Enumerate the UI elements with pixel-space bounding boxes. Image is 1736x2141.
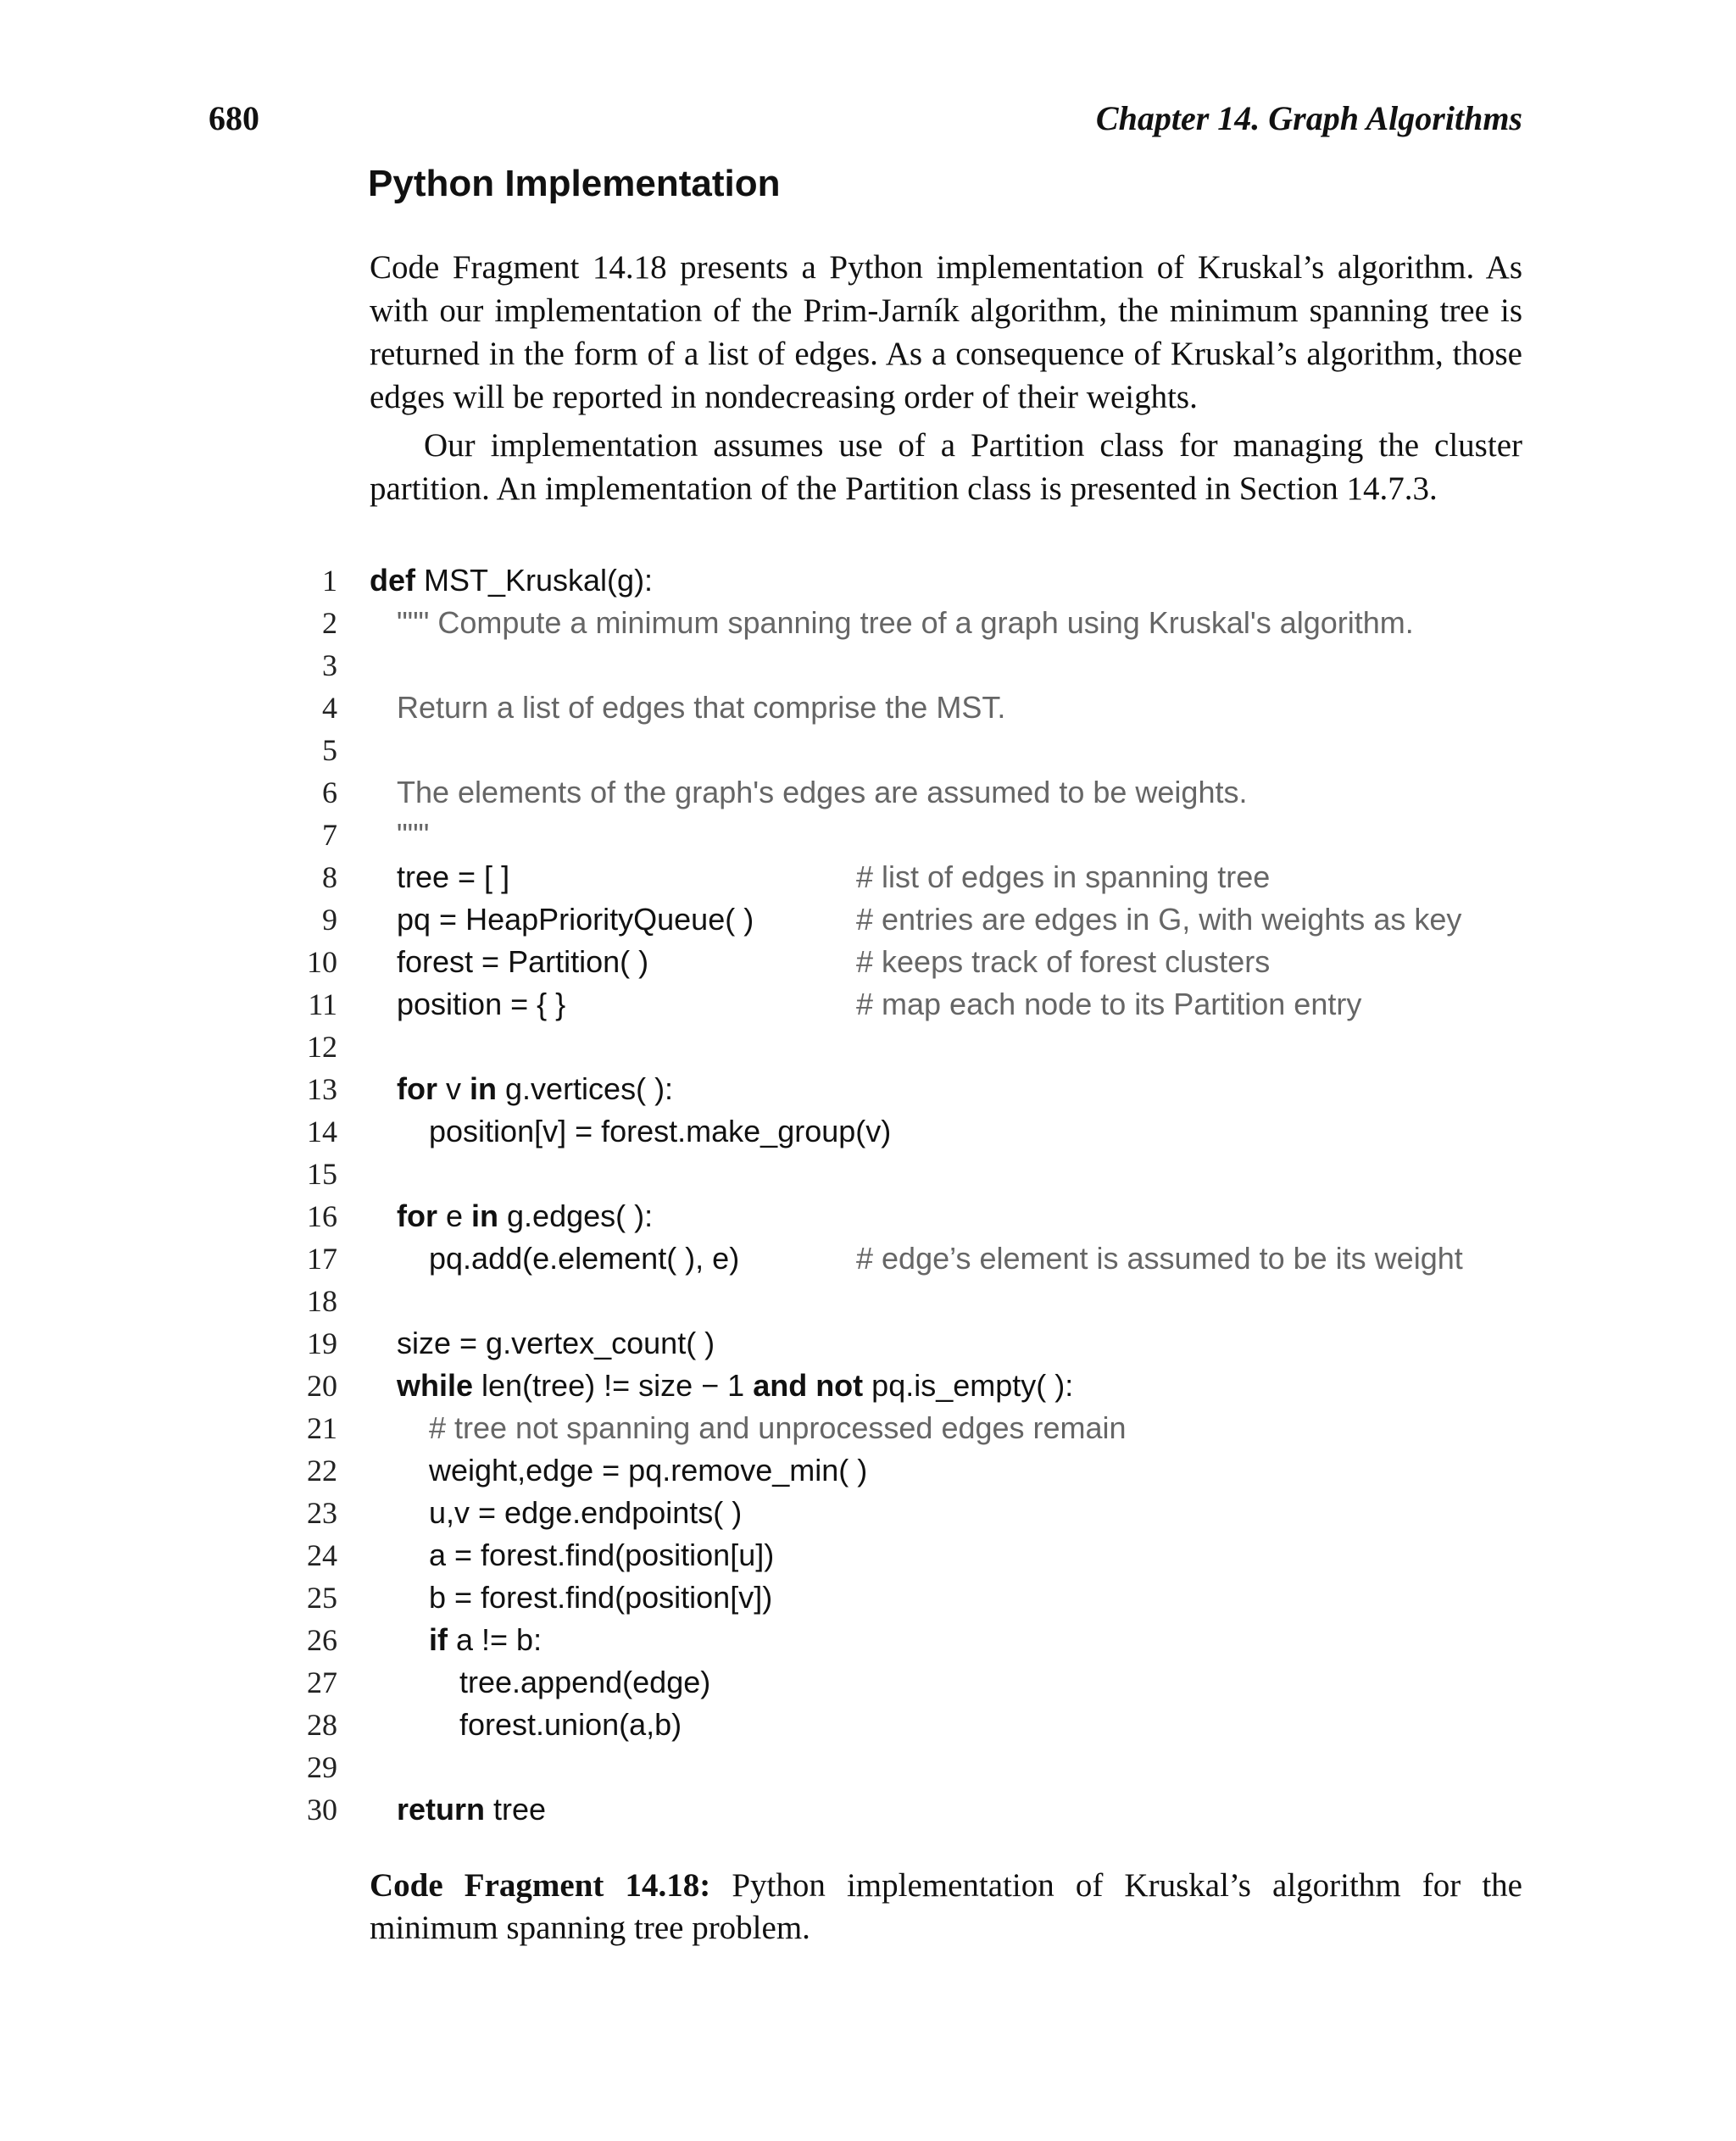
code-rest: a != b: xyxy=(448,1622,542,1657)
line-number: 4 xyxy=(322,691,337,725)
keyword: and not xyxy=(753,1368,864,1403)
line-number: 3 xyxy=(322,648,337,682)
code-line xyxy=(0,1492,1736,1534)
line-number: 13 xyxy=(307,1072,337,1106)
code-line xyxy=(0,729,1736,771)
code-line xyxy=(0,1026,1736,1068)
keyword: for xyxy=(397,1071,437,1106)
code-text: u,v = edge.endpoints( ) xyxy=(429,1495,743,1530)
code-line xyxy=(0,1577,1736,1619)
code-rest: MST_Kruskal(g): xyxy=(415,563,654,598)
code-text: position = { } xyxy=(397,987,566,1021)
code-line xyxy=(0,983,1736,1026)
code-text xyxy=(397,1788,546,1831)
code-rest: pq.is_empty( ): xyxy=(863,1368,1074,1403)
line-number: 22 xyxy=(307,1454,337,1488)
line-number: 23 xyxy=(307,1496,337,1530)
code-line xyxy=(0,687,1736,729)
keyword: for xyxy=(397,1198,437,1233)
code-line xyxy=(0,1788,1736,1831)
section-title: Python Implementation xyxy=(368,163,781,204)
code-text: tree = [ ] xyxy=(397,859,510,894)
code-comment: # map each node to its Partition entry xyxy=(856,987,1362,1021)
code-line xyxy=(0,814,1736,856)
caption-text: Python implementation of Kruskal’s algorithm for the minimum spanning tree problem. xyxy=(370,1867,1522,1946)
line-number: 25 xyxy=(307,1581,337,1615)
keyword: in xyxy=(470,1071,498,1106)
line-number: 30 xyxy=(307,1793,337,1827)
code-line xyxy=(0,1746,1736,1788)
docstring: Return a list of edges that comprise the MST. xyxy=(397,690,1006,725)
line-number: 8 xyxy=(322,860,337,894)
code-line xyxy=(0,1704,1736,1746)
code-rest: g.edges( ): xyxy=(498,1198,654,1233)
docstring: """ xyxy=(397,817,430,852)
line-number: 24 xyxy=(307,1538,337,1572)
line-number: 27 xyxy=(307,1666,337,1699)
line-number: 16 xyxy=(307,1199,337,1233)
running-head: Chapter 14. Graph Algorithms xyxy=(1095,99,1522,137)
code-text xyxy=(429,1619,542,1661)
line-number: 2 xyxy=(322,606,337,640)
line-number: 11 xyxy=(308,987,337,1021)
keyword: return xyxy=(397,1792,486,1827)
code-line xyxy=(0,644,1736,687)
code-rest: g.vertices( ): xyxy=(497,1071,674,1106)
code-text: a = forest.find(position[u]) xyxy=(429,1538,775,1572)
code-text: size = g.vertex_count( ) xyxy=(397,1326,715,1360)
code-line xyxy=(0,1365,1736,1407)
paragraph-text: Code Fragment 14.18 presents a Python implementation of Kruskal’s algorithm. As with our implementation of the Prim-Jarník algorithm, the minimum spanning tree is returned in the form of a list of edges. As a consequence of Kruskal’s algorithm, those edges will be reported in nondecreasing order of their weights. xyxy=(370,249,1522,415)
line-number: 1 xyxy=(322,564,337,598)
code-comment: # tree not spanning and unprocessed edges remain xyxy=(429,1410,1127,1445)
line-number: 10 xyxy=(307,945,337,979)
code-rest: len(tree) != size − 1 xyxy=(473,1368,754,1403)
line-number: 18 xyxy=(307,1284,337,1318)
keyword: if xyxy=(429,1622,448,1657)
keyword: while xyxy=(397,1368,474,1403)
line-number: 5 xyxy=(322,733,337,767)
code-text: tree.append(edge) xyxy=(459,1665,711,1699)
code-text xyxy=(397,1068,673,1110)
line-number: 26 xyxy=(307,1623,337,1657)
code-line xyxy=(0,941,1736,983)
line-number: 21 xyxy=(307,1411,337,1445)
code-comment: # keeps track of forest clusters xyxy=(856,944,1271,979)
paragraph-intro xyxy=(370,246,1522,419)
code-line xyxy=(0,1407,1736,1449)
code-text: forest = Partition( ) xyxy=(397,944,649,979)
code-line xyxy=(0,1153,1736,1195)
code-text xyxy=(397,1365,1073,1407)
code-line xyxy=(0,1619,1736,1661)
code-text: pq = HeapPriorityQueue( ) xyxy=(397,902,754,937)
code-rest: v xyxy=(437,1071,470,1106)
code-line xyxy=(0,1661,1736,1704)
code-comment: # edge’s element is assumed to be its weight xyxy=(856,1241,1463,1276)
code-text: b = forest.find(position[v]) xyxy=(429,1580,773,1615)
code-text: position[v] = forest.make_group(v) xyxy=(429,1114,892,1148)
code-line xyxy=(0,856,1736,898)
code-line xyxy=(0,1280,1736,1322)
line-number: 6 xyxy=(322,776,337,809)
line-number: 15 xyxy=(307,1157,337,1191)
paragraph-partition xyxy=(370,424,1522,510)
line-number: 19 xyxy=(307,1326,337,1360)
keyword: in xyxy=(471,1198,499,1233)
caption-label: Code Fragment 14.18: xyxy=(370,1867,711,1904)
line-number: 9 xyxy=(322,903,337,937)
code-line xyxy=(0,1195,1736,1237)
line-number: 14 xyxy=(307,1115,337,1148)
code-line xyxy=(0,602,1736,644)
code-line xyxy=(0,559,1736,602)
line-number: 20 xyxy=(307,1369,337,1403)
code-caption xyxy=(370,1865,1522,1949)
code-rest: tree xyxy=(485,1792,547,1827)
page-number: 680 xyxy=(209,99,259,137)
code-line xyxy=(0,771,1736,814)
code-rest: e xyxy=(437,1198,472,1233)
docstring: """ Compute a minimum spanning tree of a graph using Kruskal's algorithm. xyxy=(397,605,1414,640)
code-comment: # list of edges in spanning tree xyxy=(856,859,1271,894)
line-number: 7 xyxy=(322,818,337,852)
code-text: forest.union(a,b) xyxy=(459,1707,682,1742)
line-number: 28 xyxy=(307,1708,337,1742)
line-number: 12 xyxy=(307,1030,337,1064)
code-line xyxy=(0,1237,1736,1280)
code-text: pq.add(e.element( ), e) xyxy=(429,1241,740,1276)
keyword: def xyxy=(370,563,415,598)
code-line xyxy=(0,1068,1736,1110)
paragraph-text: Our implementation assumes use of a Partition class for managing the cluster partition. An implementation of the Partition class is presented in Section 14.7.3. xyxy=(370,427,1522,507)
line-number: 17 xyxy=(307,1242,337,1276)
code-line xyxy=(0,1110,1736,1153)
line-number: 29 xyxy=(307,1750,337,1784)
code-line xyxy=(0,1534,1736,1577)
code-text: weight,edge = pq.remove_min( ) xyxy=(429,1453,868,1488)
docstring: The elements of the graph's edges are assumed to be weights. xyxy=(397,775,1248,809)
code-line xyxy=(0,898,1736,941)
code-line xyxy=(0,1322,1736,1365)
code-line xyxy=(0,1449,1736,1492)
code-text xyxy=(370,559,653,602)
code-text xyxy=(397,1195,653,1237)
code-comment: # entries are edges in G, with weights as key xyxy=(856,902,1462,937)
